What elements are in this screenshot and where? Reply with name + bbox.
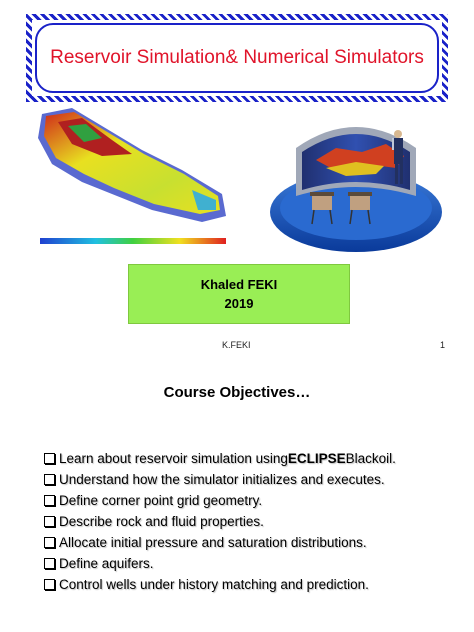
list-item-text: Understand how the simulator initializes and executes. [59,472,385,487]
checkbox-bullet-icon [44,495,55,506]
footer-label: K.FEKI [222,340,251,350]
list-item-bold-text: ECLIPSE [287,451,346,466]
list-item-text: Describe rock and fluid properties. [59,514,264,529]
list-item-text: Control wells under history matching and prediction. [59,577,369,592]
list-item-text: Define aquifers. [59,556,154,571]
title-inner-border [35,23,439,93]
checkbox-bullet-icon [44,453,55,464]
list-item [44,448,396,469]
list-item-text-before: Learn about reservoir simulation using [59,451,288,466]
page-number: 1 [440,340,446,350]
slide-title: Reservoir Simulation& Numerical Simulators [50,47,424,68]
author-name: Khaled FEKI [200,277,278,292]
objectives-slide [0,370,474,632]
list-item [44,469,396,490]
reservoir-model-image [32,104,234,260]
author-box [128,264,350,324]
list-item-text-after: Blackoil. [345,451,396,466]
objectives-list [44,448,396,595]
checkbox-bullet-icon [44,516,55,527]
simulation-theater-image [266,108,444,258]
list-item [44,553,396,574]
checkbox-bullet-icon [44,558,55,569]
title-frame [26,14,448,102]
list-item-text: Define corner point grid geometry. [59,493,263,508]
checkbox-bullet-icon [44,579,55,590]
checkbox-bullet-icon [44,537,55,548]
list-item [44,574,396,595]
list-item [44,532,396,553]
author-year: 2019 [224,296,254,311]
list-item [44,511,396,532]
list-item [44,490,396,511]
list-item-text: Allocate initial pressure and saturation distributions. [59,535,367,550]
objectives-heading: Course Objectives… [163,384,311,401]
checkbox-bullet-icon [44,474,55,485]
